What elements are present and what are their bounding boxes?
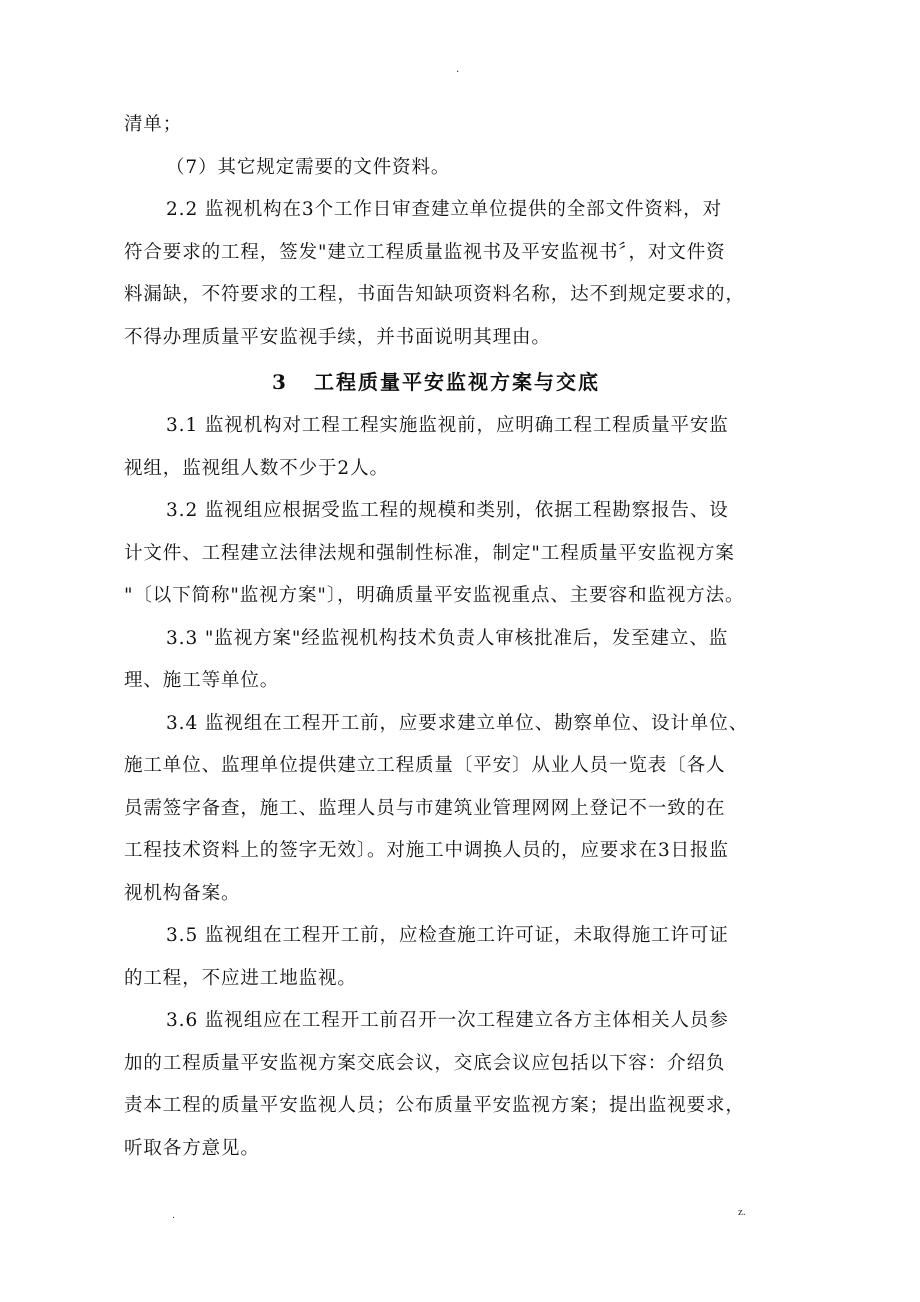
text-line: 3.4 监视组在工程开工前，应要求建立单位、勘察单位、设计单位、 <box>166 712 749 734</box>
text-line: 2.2 监视机构在3个工作日审查建立单位提供的全部文件资料，对 <box>166 199 722 220</box>
text-line: 加的工程质量平安监视方案交底会议，交底会议应包括以下容：介绍负 <box>124 1052 726 1074</box>
text-line: 不得办理质量平安监视手续，并书面说明其理由。 <box>124 326 551 348</box>
text-line: 视机构备案。 <box>124 882 241 904</box>
text-line: 听取各方意见。 <box>124 1137 260 1159</box>
text-line: 3.5 监视组在工程开工前，应检查施工许可证，未取得施工许可证 <box>166 925 729 946</box>
text-line: 清单； <box>124 114 183 135</box>
text-line: "〔以下简称"监视方案"〕，明确质量平安监视重点、主要容和监视方法。 <box>124 585 745 606</box>
text-line: 3.1 监视机构对工程工程实施监视前，应明确工程工程质量平安监 <box>166 415 729 436</box>
text-line: 3.6 监视组应在工程开工前召开一次工程建立各方主体相关人员参 <box>166 1010 729 1031</box>
text-line: 3.2 监视组应根据受监工程的规模和类别，依据工程勘察报告、设 <box>166 500 729 521</box>
text-line: （7）其它规定需要的文件资料。 <box>166 156 451 178</box>
section-number: 3 <box>272 370 288 394</box>
footer-right-mark: z. <box>738 1206 746 1218</box>
text-line: 责本工程的质量平安监视人员；公布质量平安监视方案；提出监视要求， <box>124 1095 745 1116</box>
section-heading <box>124 359 814 405</box>
text-line: 3.3 "监视方案"经监视机构技术负责人审核批准后，发至建立、监 <box>166 627 729 649</box>
text-line: 符合要求的工程，签发"建立工程质量监视书及平安监视书〞，对文件资 <box>124 241 726 263</box>
text-line: 理、施工等单位。 <box>124 670 280 691</box>
text-line: 工程技术资料上的签字无效〕。对施工中调换人员的，应要求在3日报监 <box>124 840 729 861</box>
text-line: 员需签字备查，施工、监理人员与市建筑业管理网网上登记不一致的在 <box>124 797 726 819</box>
text-line: 计文件、工程建立法律法规和强制性标准，制定"工程质量平安监视方案 <box>124 542 735 564</box>
section-title: 工程质量平安监视方案与交底 <box>314 370 600 394</box>
footer-left-mark: . <box>172 1209 176 1221</box>
text-line: 料漏缺，不符要求的工程，书面告知缺项资料名称，达不到规定要求的， <box>124 284 745 305</box>
header-mark: . <box>456 61 460 75</box>
text-line: 施工单位、监理单位提供建立工程质量〔平安〕从业人员一览表〔各人 <box>124 755 726 776</box>
text-line: 视组，监视组人数不少于2人。 <box>124 457 389 479</box>
text-line: 的工程，不应进工地监视。 <box>124 967 357 989</box>
body-text <box>124 104 814 1170</box>
